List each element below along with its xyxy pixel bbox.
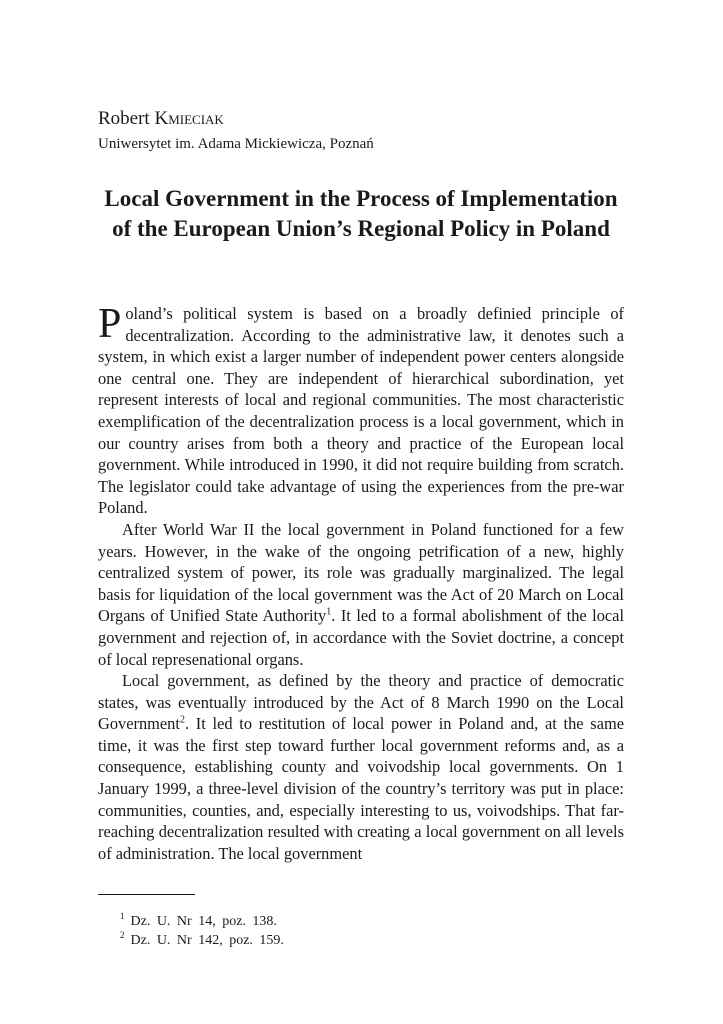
paper-title [98, 184, 624, 244]
footnote-divider [98, 894, 195, 895]
footnotes [120, 912, 284, 950]
footnote-number: 2 [120, 930, 125, 941]
paragraph-2 [98, 519, 624, 670]
footnote-text: Dz. U. Nr 142, poz. 159. [130, 933, 284, 948]
paragraph-1-text: oland’s political system is based on a broadly definied principle of decentralization. According to the administrative law, it denotes such a system, in which exist a larger number of independent power centers alongside one central one. They are independent of hierarchical subordination, yet represent interests of local and regional communities. The most characteristic exemplification of the decentralization process is a local government, which in our country arises from both a theory and practice of the European local government. While introduced in 1990, it did not require building from scratch. The legislator could take advantage of using the experiences from the pre-war Poland. [98, 304, 624, 518]
paragraph-3-text-a: Local government, as defined by the theory and practice of democratic states, was eventually introduced by the Act of 8 March 1990 on the Local Government [98, 671, 624, 734]
paragraph-1 [98, 303, 624, 519]
paragraph-2-text-b: . It led to a formal abolishment of the local government and rejection of, in accordance with the Soviet doctrine, a concept of local represenational organs. [98, 606, 624, 669]
footnote-text: Dz. U. Nr 14, poz. 138. [130, 914, 277, 929]
author-first-name: Robert [98, 108, 155, 129]
footnote-1 [120, 912, 284, 931]
title-line-1: Local Government in the Process of Implementation [104, 186, 618, 211]
footnote-ref-1[interactable]: 1 [326, 606, 332, 618]
paragraph-2-text-a: After World War II the local government in Poland functioned for a few years. However, in the wake of the ongoing petrification of a new, highly centralized system of power, its role was gradually marginalized. The legal basis for liquidation of the local government was the Act of 20 March on Local Organs of Unified State Authority [98, 519, 624, 626]
title-line-2: of the European Union’s Regional Policy in Poland [112, 216, 610, 241]
footnote-2 [120, 931, 284, 950]
paragraph-3 [98, 670, 624, 864]
footnote-ref-2[interactable]: 2 [179, 714, 185, 726]
author-last-name: Kmieciak [154, 108, 224, 129]
footnote-number: 1 [120, 911, 125, 922]
author-affiliation: Uniwersytet im. Adama Mickiewicza, Poznań [98, 136, 374, 152]
paragraph-3-text-b: . It led to restitution of local power in Poland and, at the same time, it was the first step toward further local government reforms and, as a consequence, establishing county and voivodship local governments. On 1 January 1999, a three-level division of the country’s territory was put in place: communities, counties, and, especially interesting to us, voivodships. That far-reaching decentralization resulted with creating a local government on all levels of administration. The local government [98, 714, 624, 863]
drop-cap: P [98, 301, 122, 347]
author-name [98, 107, 224, 131]
body-text [98, 303, 624, 864]
